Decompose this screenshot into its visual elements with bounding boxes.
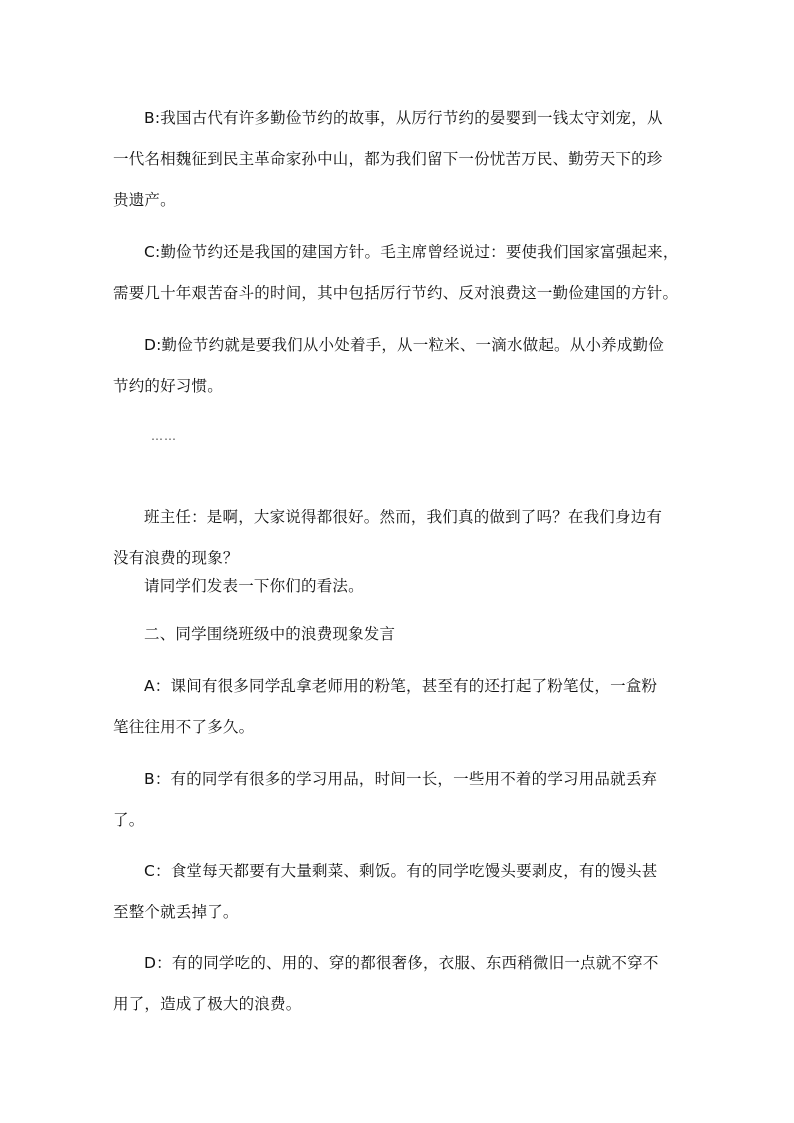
paragraph-c-national-policy	[113, 232, 713, 314]
paragraph-line: 需要几十年艰苦奋斗的时间，其中包括厉行节约、反对浪费这一勤俭建国的方针。	[113, 284, 679, 302]
paragraph-c-canteen-waste	[113, 851, 713, 933]
section-two-heading	[113, 614, 713, 655]
paragraph-line: C：食堂每天都要有大量剩菜、剩饭。有的同学吃馒头要剥皮，有的馒头甚	[144, 862, 658, 880]
paragraph-line: D：有的同学吃的、用的、穿的都很奢侈，衣服、东西稍微旧一点就不穿不	[144, 954, 659, 972]
paragraph-line: 了。	[113, 811, 145, 829]
paragraph-line: 贵遗产。	[113, 191, 176, 209]
paragraph-line: 班主任：是啊，大家说得都很好。然而，我们真的做到了吗？在我们身边有	[144, 508, 663, 526]
paragraph-line: C:勤俭节约还是我国的建国方针。毛主席曾经说过：要使我们国家富强起来，	[144, 243, 679, 261]
paragraph-line: 请同学们发表一下你们的看法。	[144, 577, 364, 595]
paragraph-b-supplies-waste	[113, 759, 713, 841]
paragraph-invite-opinions	[113, 566, 713, 607]
paragraph-line: 笔往往用不了多久。	[113, 718, 255, 736]
paragraph-line: 一代名相魏征到民主革命家孙中山，都为我们留下一份忧苦万民、勤劳天下的珍	[113, 150, 663, 168]
paragraph-line: A：课间有很多同学乱拿老师用的粉笔，甚至有的还打起了粉笔仗，一盒粉	[144, 677, 658, 695]
paragraph-a-chalk-waste	[113, 666, 713, 748]
paragraph-d-good-habits	[113, 325, 713, 407]
paragraph-line: 用了，造成了极大的浪费。	[113, 995, 302, 1013]
paragraph-b-ancient-stories	[113, 98, 713, 221]
paragraph-d-luxury-waste	[113, 943, 713, 1025]
paragraph-line: B:我国古代有许多勤俭节约的故事，从厉行节约的晏婴到一钱太守刘宠，从	[144, 109, 663, 127]
paragraph-line: B：有的同学有很多的学习用品，时间一长，一些用不着的学习用品就丢弃	[144, 770, 658, 788]
paragraph-line: 二、同学围绕班级中的浪费现象发言	[144, 625, 396, 643]
paragraph-line: D:勤俭节约就是要我们从小处着手，从一粒米、一滴水做起。从小养成勤俭	[144, 336, 664, 354]
ellipsis-mark: ……	[151, 429, 177, 443]
paragraph-line: 节约的好习惯。	[113, 377, 223, 395]
paragraph-line: 没有浪费的现象？	[113, 549, 239, 567]
paragraph-line: 至整个就丢掉了。	[113, 903, 239, 921]
